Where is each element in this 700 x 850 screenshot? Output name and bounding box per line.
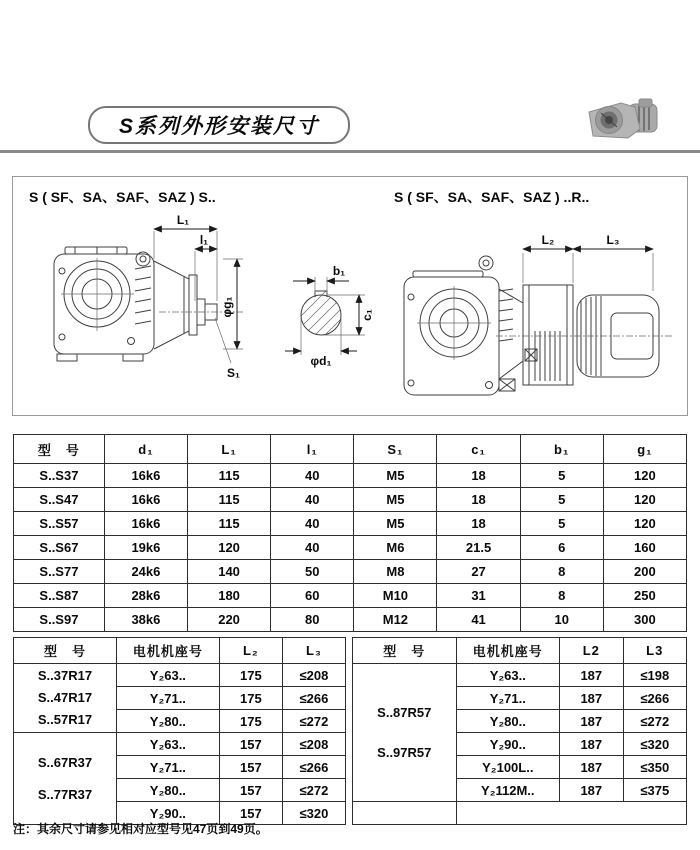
- value-cell: 31: [437, 584, 520, 608]
- frame-cell: Y₂90..: [456, 733, 560, 756]
- column-header-b1: b₁: [520, 435, 603, 464]
- value-cell: 187: [560, 779, 623, 802]
- divider-rule: [0, 150, 700, 153]
- model-cell: S..S77: [14, 560, 105, 584]
- gearbox-outline: [54, 247, 154, 361]
- table-header-row: [14, 638, 346, 664]
- shaft-section-detail: [281, 251, 381, 371]
- gear-unit-with-motor-drawing: [401, 233, 683, 407]
- value-cell: 28k6: [104, 584, 187, 608]
- table-row: [14, 560, 687, 584]
- column-header-model: 型 号: [14, 638, 117, 664]
- frame-cell: Y₂100L..: [456, 756, 560, 779]
- left-drawing-label: S ( SF、SA、SAF、SAZ ) S..: [29, 189, 216, 205]
- value-cell: 157: [219, 802, 282, 825]
- dim-label-d1: φd₁: [310, 354, 332, 368]
- value-cell: 27: [437, 560, 520, 584]
- value-cell: 180: [188, 584, 271, 608]
- value-cell: 5: [520, 512, 603, 536]
- adapter-outline: [523, 285, 573, 385]
- model-name: S..67R37: [37, 754, 93, 770]
- value-cell: ≤272: [282, 779, 345, 802]
- model-name: S..57R17: [37, 712, 93, 727]
- table-row: [14, 464, 687, 488]
- right-drawing-label: S ( SF、SA、SAF、SAZ ) ..R..: [394, 189, 590, 205]
- value-cell: 187: [560, 756, 623, 779]
- drawings-panel: [12, 176, 688, 416]
- value-cell: 10: [520, 608, 603, 632]
- value-cell: 157: [219, 733, 282, 756]
- value-cell: 220: [188, 608, 271, 632]
- frame-cell: Y₂63..: [456, 664, 560, 687]
- value-cell: 187: [560, 733, 623, 756]
- value-cell: 80: [271, 608, 354, 632]
- value-cell: M8: [354, 560, 437, 584]
- column-header-L3: L₃: [282, 638, 345, 664]
- frame-cell: Y₂63..: [116, 664, 219, 687]
- value-cell: 120: [603, 512, 686, 536]
- value-cell: 40: [271, 488, 354, 512]
- table-row: [14, 733, 346, 756]
- table-row: [14, 608, 687, 632]
- model-name: S..37R17: [37, 668, 93, 683]
- value-cell: 18: [437, 488, 520, 512]
- value-cell: 18: [437, 464, 520, 488]
- table-row: [14, 488, 687, 512]
- value-cell: 40: [271, 512, 354, 536]
- dim-c1: [322, 295, 374, 335]
- table-row: [353, 664, 687, 687]
- value-cell: ≤266: [623, 687, 686, 710]
- value-cell: 16k6: [104, 464, 187, 488]
- column-header-S1: S₁: [354, 435, 437, 464]
- value-cell: ≤350: [623, 756, 686, 779]
- model-name: S..97R57: [377, 744, 432, 760]
- value-cell: 8: [520, 584, 603, 608]
- value-cell: 19k6: [104, 536, 187, 560]
- column-header-L2: L2: [560, 638, 623, 664]
- model-group-cell: [14, 664, 117, 733]
- value-cell: ≤208: [282, 733, 345, 756]
- dim-label-b1: b₁: [332, 264, 346, 278]
- column-header-model: 型 号: [14, 435, 105, 464]
- dim-g1: [220, 259, 243, 349]
- model-name: S..47R17: [37, 690, 93, 705]
- column-header-frame: 电机机座号: [456, 638, 560, 664]
- value-cell: 40: [271, 464, 354, 488]
- frame-cell: Y₂80..: [116, 710, 219, 733]
- value-cell: 120: [603, 488, 686, 512]
- page-title-box: [88, 106, 350, 144]
- value-cell: M12: [354, 608, 437, 632]
- dim-label-L1: L₁: [176, 213, 190, 227]
- value-cell: ≤272: [623, 710, 686, 733]
- dimensions-table: [13, 434, 687, 632]
- value-cell: 41: [437, 608, 520, 632]
- value-cell: ≤208: [282, 664, 345, 687]
- column-header-c1: c₁: [437, 435, 520, 464]
- frame-cell: Y₂63..: [116, 733, 219, 756]
- value-cell: 157: [219, 779, 282, 802]
- value-cell: 115: [188, 512, 271, 536]
- value-cell: 8: [520, 560, 603, 584]
- value-cell: M5: [354, 512, 437, 536]
- dim-L2: [523, 233, 573, 283]
- value-cell: 115: [188, 488, 271, 512]
- value-cell: 120: [188, 536, 271, 560]
- dim-L3: [573, 233, 653, 291]
- dim-b1: [293, 264, 349, 293]
- empty-cell: [353, 802, 457, 825]
- gear-unit-side-drawing: [31, 211, 271, 411]
- value-cell: 175: [219, 710, 282, 733]
- column-header-l1: l₁: [271, 435, 354, 464]
- model-cell: S..S97: [14, 608, 105, 632]
- dim-label-g1: φg₁: [220, 296, 234, 318]
- value-cell: 140: [188, 560, 271, 584]
- value-cell: 40: [271, 536, 354, 560]
- table-row: [14, 512, 687, 536]
- frame-cell: Y₂80..: [116, 779, 219, 802]
- dim-l1: [195, 233, 217, 301]
- model-cell: S..S47: [14, 488, 105, 512]
- value-cell: 187: [560, 664, 623, 687]
- value-cell: ≤320: [623, 733, 686, 756]
- model-group-cell: [14, 733, 117, 825]
- value-cell: M5: [354, 464, 437, 488]
- page-title: S系列外形安装尺寸: [118, 115, 319, 138]
- value-cell: 250: [603, 584, 686, 608]
- value-cell: M6: [354, 536, 437, 560]
- frame-cell: Y₂71..: [116, 756, 219, 779]
- value-cell: ≤375: [623, 779, 686, 802]
- value-cell: ≤198: [623, 664, 686, 687]
- model-cell: S..S67: [14, 536, 105, 560]
- frame-cell: Y₂71..: [116, 687, 219, 710]
- dim-label-l1: l₁: [199, 233, 209, 247]
- value-cell: 5: [520, 464, 603, 488]
- model-name: S..87R57: [377, 704, 432, 720]
- value-cell: 187: [560, 687, 623, 710]
- gearmotor-photo: [583, 95, 663, 143]
- dim-label-c1: c₁: [360, 309, 374, 321]
- value-cell: 300: [603, 608, 686, 632]
- table-header-row: [353, 638, 687, 664]
- dim-L1: [154, 213, 217, 301]
- value-cell: ≤272: [282, 710, 345, 733]
- value-cell: 16k6: [104, 512, 187, 536]
- value-cell: 157: [219, 756, 282, 779]
- frame-cell: Y₂80..: [456, 710, 560, 733]
- value-cell: ≤320: [282, 802, 345, 825]
- motor-table-right: [352, 637, 687, 825]
- table-header-row: [14, 435, 687, 464]
- value-cell: 200: [603, 560, 686, 584]
- dim-d1: [285, 317, 357, 368]
- value-cell: 6: [520, 536, 603, 560]
- value-cell: 18: [437, 512, 520, 536]
- value-cell: 175: [219, 664, 282, 687]
- column-header-L1: L₁: [188, 435, 271, 464]
- table-row: [14, 664, 346, 687]
- hatched-section: [281, 287, 361, 353]
- frame-cell: Y₂112M..: [456, 779, 560, 802]
- frame-cell: Y₂90..: [116, 802, 219, 825]
- value-cell: 60: [271, 584, 354, 608]
- value-cell: 38k6: [104, 608, 187, 632]
- value-cell: 21.5: [437, 536, 520, 560]
- column-header-L3: L3: [623, 638, 686, 664]
- value-cell: M10: [354, 584, 437, 608]
- dim-label-L2: L₂: [541, 233, 555, 247]
- footnote: 注：其余尺寸请参见相对应型号见47页到49页。: [13, 822, 268, 836]
- column-header-d1: d₁: [104, 435, 187, 464]
- value-cell: 187: [560, 710, 623, 733]
- value-cell: 115: [188, 464, 271, 488]
- value-cell: 24k6: [104, 560, 187, 584]
- value-cell: ≤266: [282, 756, 345, 779]
- motor-table-left: [13, 637, 346, 825]
- column-header-model: 型 号: [353, 638, 457, 664]
- frame-cell: Y₂71..: [456, 687, 560, 710]
- model-group-cell: [353, 664, 457, 802]
- value-cell: 160: [603, 536, 686, 560]
- gearbox-outline: [404, 256, 523, 395]
- column-header-g1: g₁: [603, 435, 686, 464]
- table-row: [14, 584, 687, 608]
- value-cell: 175: [219, 687, 282, 710]
- dim-label-L3: L₃: [606, 233, 620, 247]
- model-cell: S..S57: [14, 512, 105, 536]
- model-cell: S..S87: [14, 584, 105, 608]
- value-cell: 120: [603, 464, 686, 488]
- table-row: [14, 536, 687, 560]
- model-name: S..77R37: [37, 786, 93, 802]
- dim-label-S1: S₁: [227, 366, 240, 380]
- value-cell: M5: [354, 488, 437, 512]
- value-cell: ≤266: [282, 687, 345, 710]
- column-header-L2: L₂: [219, 638, 282, 664]
- column-header-frame: 电机机座号: [116, 638, 219, 664]
- empty-cell: [456, 802, 686, 825]
- value-cell: 50: [271, 560, 354, 584]
- model-cell: S..S37: [14, 464, 105, 488]
- value-cell: 16k6: [104, 488, 187, 512]
- table-row: [353, 802, 687, 825]
- value-cell: 5: [520, 488, 603, 512]
